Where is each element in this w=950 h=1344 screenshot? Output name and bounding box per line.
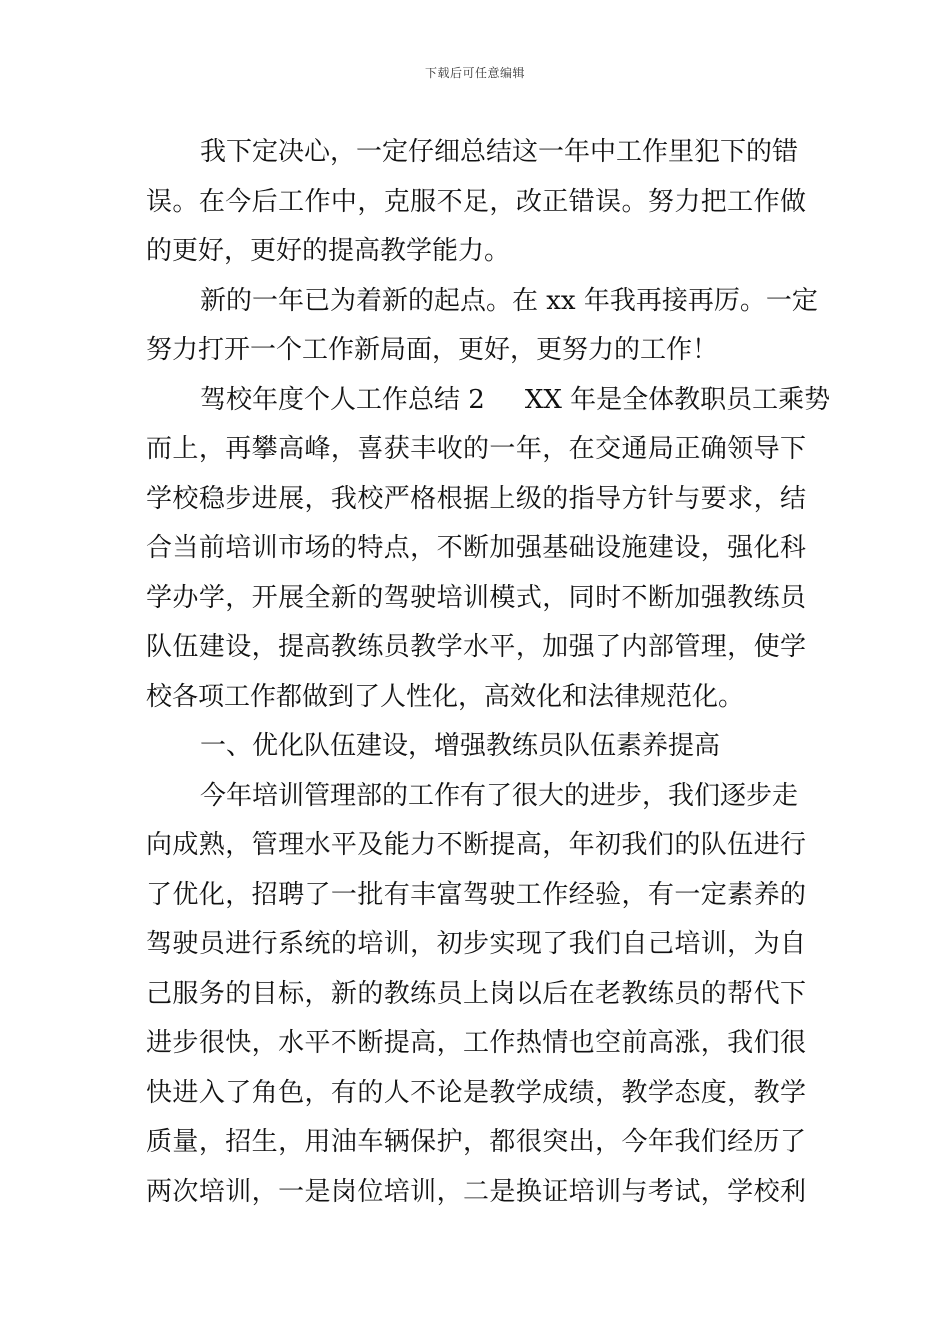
subheading-line: 一、优化队伍建设，增强教练员队伍素养提高	[200, 731, 721, 761]
section-intro-start: XX 年是全体教职员工乘势	[524, 384, 831, 415]
page-header-note: 下载后可任意编辑	[424, 66, 525, 80]
text-line: 学办学，开展全新的驾驶培训模式，同时不断加强教练员	[146, 582, 806, 613]
text-line: 误。在今后工作中，克服不足，改正错误。努力把工作做	[146, 186, 806, 217]
text-line: 两次培训，一是岗位培训，二是换证培训与考试，学校利	[146, 1176, 806, 1207]
text-line: 而上，再攀高峰，喜获丰收的一年，在交通局正确领导下	[146, 434, 806, 464]
text-line: 我下定决心，一定仔细总结这一年中工作里犯下的错	[200, 137, 799, 167]
text-line: 校各项工作都做到了人性化，高效化和法律规范化。	[146, 681, 745, 712]
section-title: 驾校年度个人工作总结 2	[200, 384, 485, 415]
text-line: 合当前培训市场的特点，不断加强基础设施建设，强化科	[146, 533, 806, 563]
text-line: 驾驶员进行系统的培训，初步实现了我们自己培训，为自	[146, 929, 806, 959]
text-line: 快进入了角色，有的人不论是教学成绩，教学态度，教学	[146, 1077, 806, 1108]
text-line: 努力打开一个工作新局面，更好，更努力的工作！	[146, 335, 719, 365]
text-line: 新的一年已为着新的起点。在 xx 年我再接再厉。一定	[200, 285, 818, 316]
text-line: 今年培训管理部的工作有了很大的进步，我们逐步走	[200, 780, 799, 811]
text-line: 质量，招生，用油车辆保护，都很突出，今年我们经历了	[146, 1127, 806, 1157]
text-line: 向成熟，管理水平及能力不断提高，年初我们的队伍进行	[146, 830, 806, 860]
text-line: 学校稳步进展，我校严格根据上级的指导方针与要求，结	[146, 483, 806, 514]
text-line: 进步很快，水平不断提高，工作热情也空前高涨，我们很	[146, 1028, 806, 1058]
text-line: 队伍建设，提高教练员教学水平，加强了内部管理，使学	[146, 632, 806, 662]
text-line: 己服务的目标，新的教练员上岗以后在老教练员的帮代下	[146, 978, 806, 1009]
section-title-line	[146, 376, 831, 426]
text-line: 的更好，更好的提高教学能力。	[146, 236, 511, 266]
text-line: 了优化，招聘了一批有丰富驾驶工作经验，有一定素养的	[146, 879, 806, 910]
document-body	[146, 128, 831, 1217]
